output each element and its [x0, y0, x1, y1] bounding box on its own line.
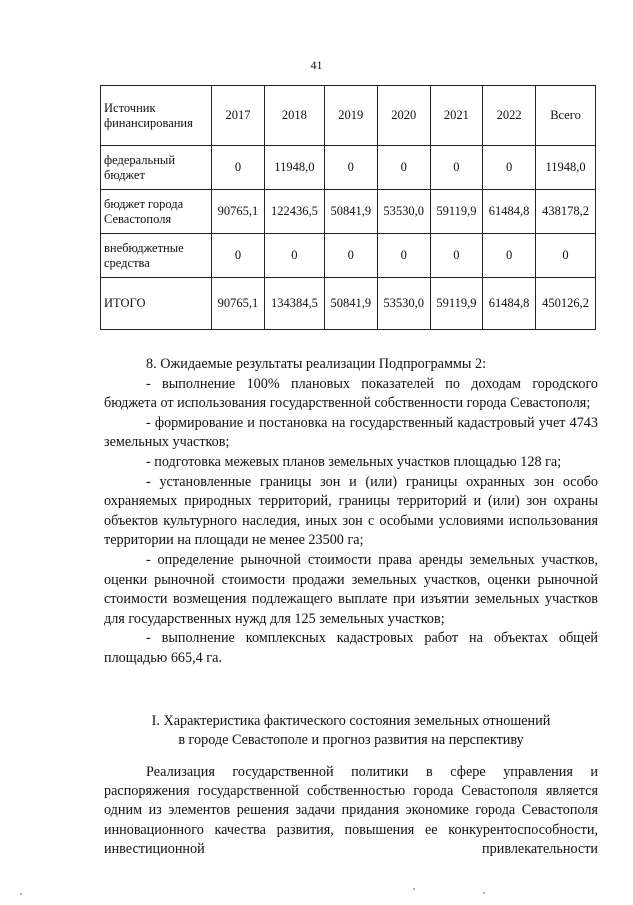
table-cell: 0 [212, 146, 265, 190]
scan-speck [483, 892, 485, 894]
table-cell: 0 [377, 234, 430, 278]
table-cell: 438178,2 [536, 190, 596, 234]
row-label: ИТОГО [101, 278, 212, 330]
result-item: - выполнение комплексных кадастровых работ на объектах общей площадью 665,4 га. [104, 630, 598, 666]
table-cell: 53530,0 [377, 190, 430, 234]
section-8 [104, 355, 598, 669]
section-1-title-line1: I. Характеристика фактического состояния земельных отношений [151, 713, 551, 729]
table-cell: 59119,9 [430, 278, 482, 330]
table-cell: 0 [430, 234, 482, 278]
table-row [101, 190, 596, 234]
page-number: 41 [310, 58, 323, 72]
header-cell: 2017 [212, 86, 265, 146]
table-row [101, 146, 596, 190]
table-cell: 0 [483, 234, 536, 278]
table-header-row [101, 86, 596, 146]
scan-speck [413, 888, 415, 890]
result-item: - подготовка межевых планов земельных участков площадью 128 га; [146, 453, 562, 470]
row-label: внебюджетные средства [101, 234, 212, 278]
section-1-body [104, 763, 598, 859]
financing-table [100, 85, 596, 330]
header-cell: 2020 [377, 86, 430, 146]
row-label: федеральный бюджет [101, 146, 212, 190]
header-cell: Всего [536, 86, 596, 146]
table-cell: 0 [324, 234, 377, 278]
table-cell: 134384,5 [264, 278, 324, 330]
header-cell: 2019 [324, 86, 377, 146]
result-item: - выполнение 100% плановых показателей по доходам городского бюджета от использования государственной собственности города Севастополя; [104, 375, 598, 412]
section-8-title: 8. Ожидаемые результаты реализации Подпрограммы 2: [146, 356, 487, 372]
header-cell: 2018 [264, 86, 324, 146]
section-1-title-line2: в городе Севастополе и прогноз развития на перспективу [178, 732, 524, 748]
section-1-heading [104, 712, 598, 750]
table-cell: 11948,0 [264, 146, 324, 190]
row-label: бюджет города Севастополя [101, 190, 212, 234]
table-cell: 0 [212, 234, 265, 278]
section-1-paragraph: Реализация государственной политики в сфере управления и распоряжения государственной собственностью города Севастополя является одним из элементов решения задачи придания экономике города Севастополя инновационного качества развития, повышения ее конкурентоспособности, инвестиционной привлекательности [104, 764, 598, 857]
table-cell: 50841,9 [324, 190, 377, 234]
table-cell: 0 [377, 146, 430, 190]
result-item: - формирование и постановка на государственный кадастровый учет 4743 земельных участков; [104, 414, 598, 451]
table-cell: 59119,9 [430, 190, 482, 234]
table-cell: 90765,1 [212, 278, 265, 330]
header-cell: 2021 [430, 86, 482, 146]
table-cell: 0 [264, 234, 324, 278]
table-row-total [101, 278, 596, 330]
table-row [101, 234, 596, 278]
table-cell: 0 [483, 146, 536, 190]
table-cell: 61484,8 [483, 278, 536, 330]
table-cell: 0 [324, 146, 377, 190]
table-cell: 0 [536, 234, 596, 278]
table-cell: 122436,5 [264, 190, 324, 234]
table-cell: 53530,0 [377, 278, 430, 330]
header-cell: Источник финансирования [101, 86, 212, 146]
table-cell: 0 [430, 146, 482, 190]
table-cell: 50841,9 [324, 278, 377, 330]
table-cell: 11948,0 [536, 146, 596, 190]
table-cell: 450126,2 [536, 278, 596, 330]
scan-speck [20, 893, 22, 895]
table-cell: 61484,8 [483, 190, 536, 234]
table-cell: 90765,1 [212, 190, 265, 234]
header-cell: 2022 [483, 86, 536, 146]
result-item: - определение рыночной стоимости права аренды земельных участков, оценки рыночной стоимости продажи земельных участков, оценки рыночной стоимости возмещения подлежащего выплате при изъятии земельных участков для государственных нужд для 125 земельных участков; [104, 551, 598, 627]
result-item: - установленные границы зон и (или) границы охранных зон особо охраняемых природных территорий, границы территорий и (или) зон охраны объектов культурного наследия, иных зон с особыми условиями использования территории на площади не менее 23500 га; [104, 473, 598, 549]
